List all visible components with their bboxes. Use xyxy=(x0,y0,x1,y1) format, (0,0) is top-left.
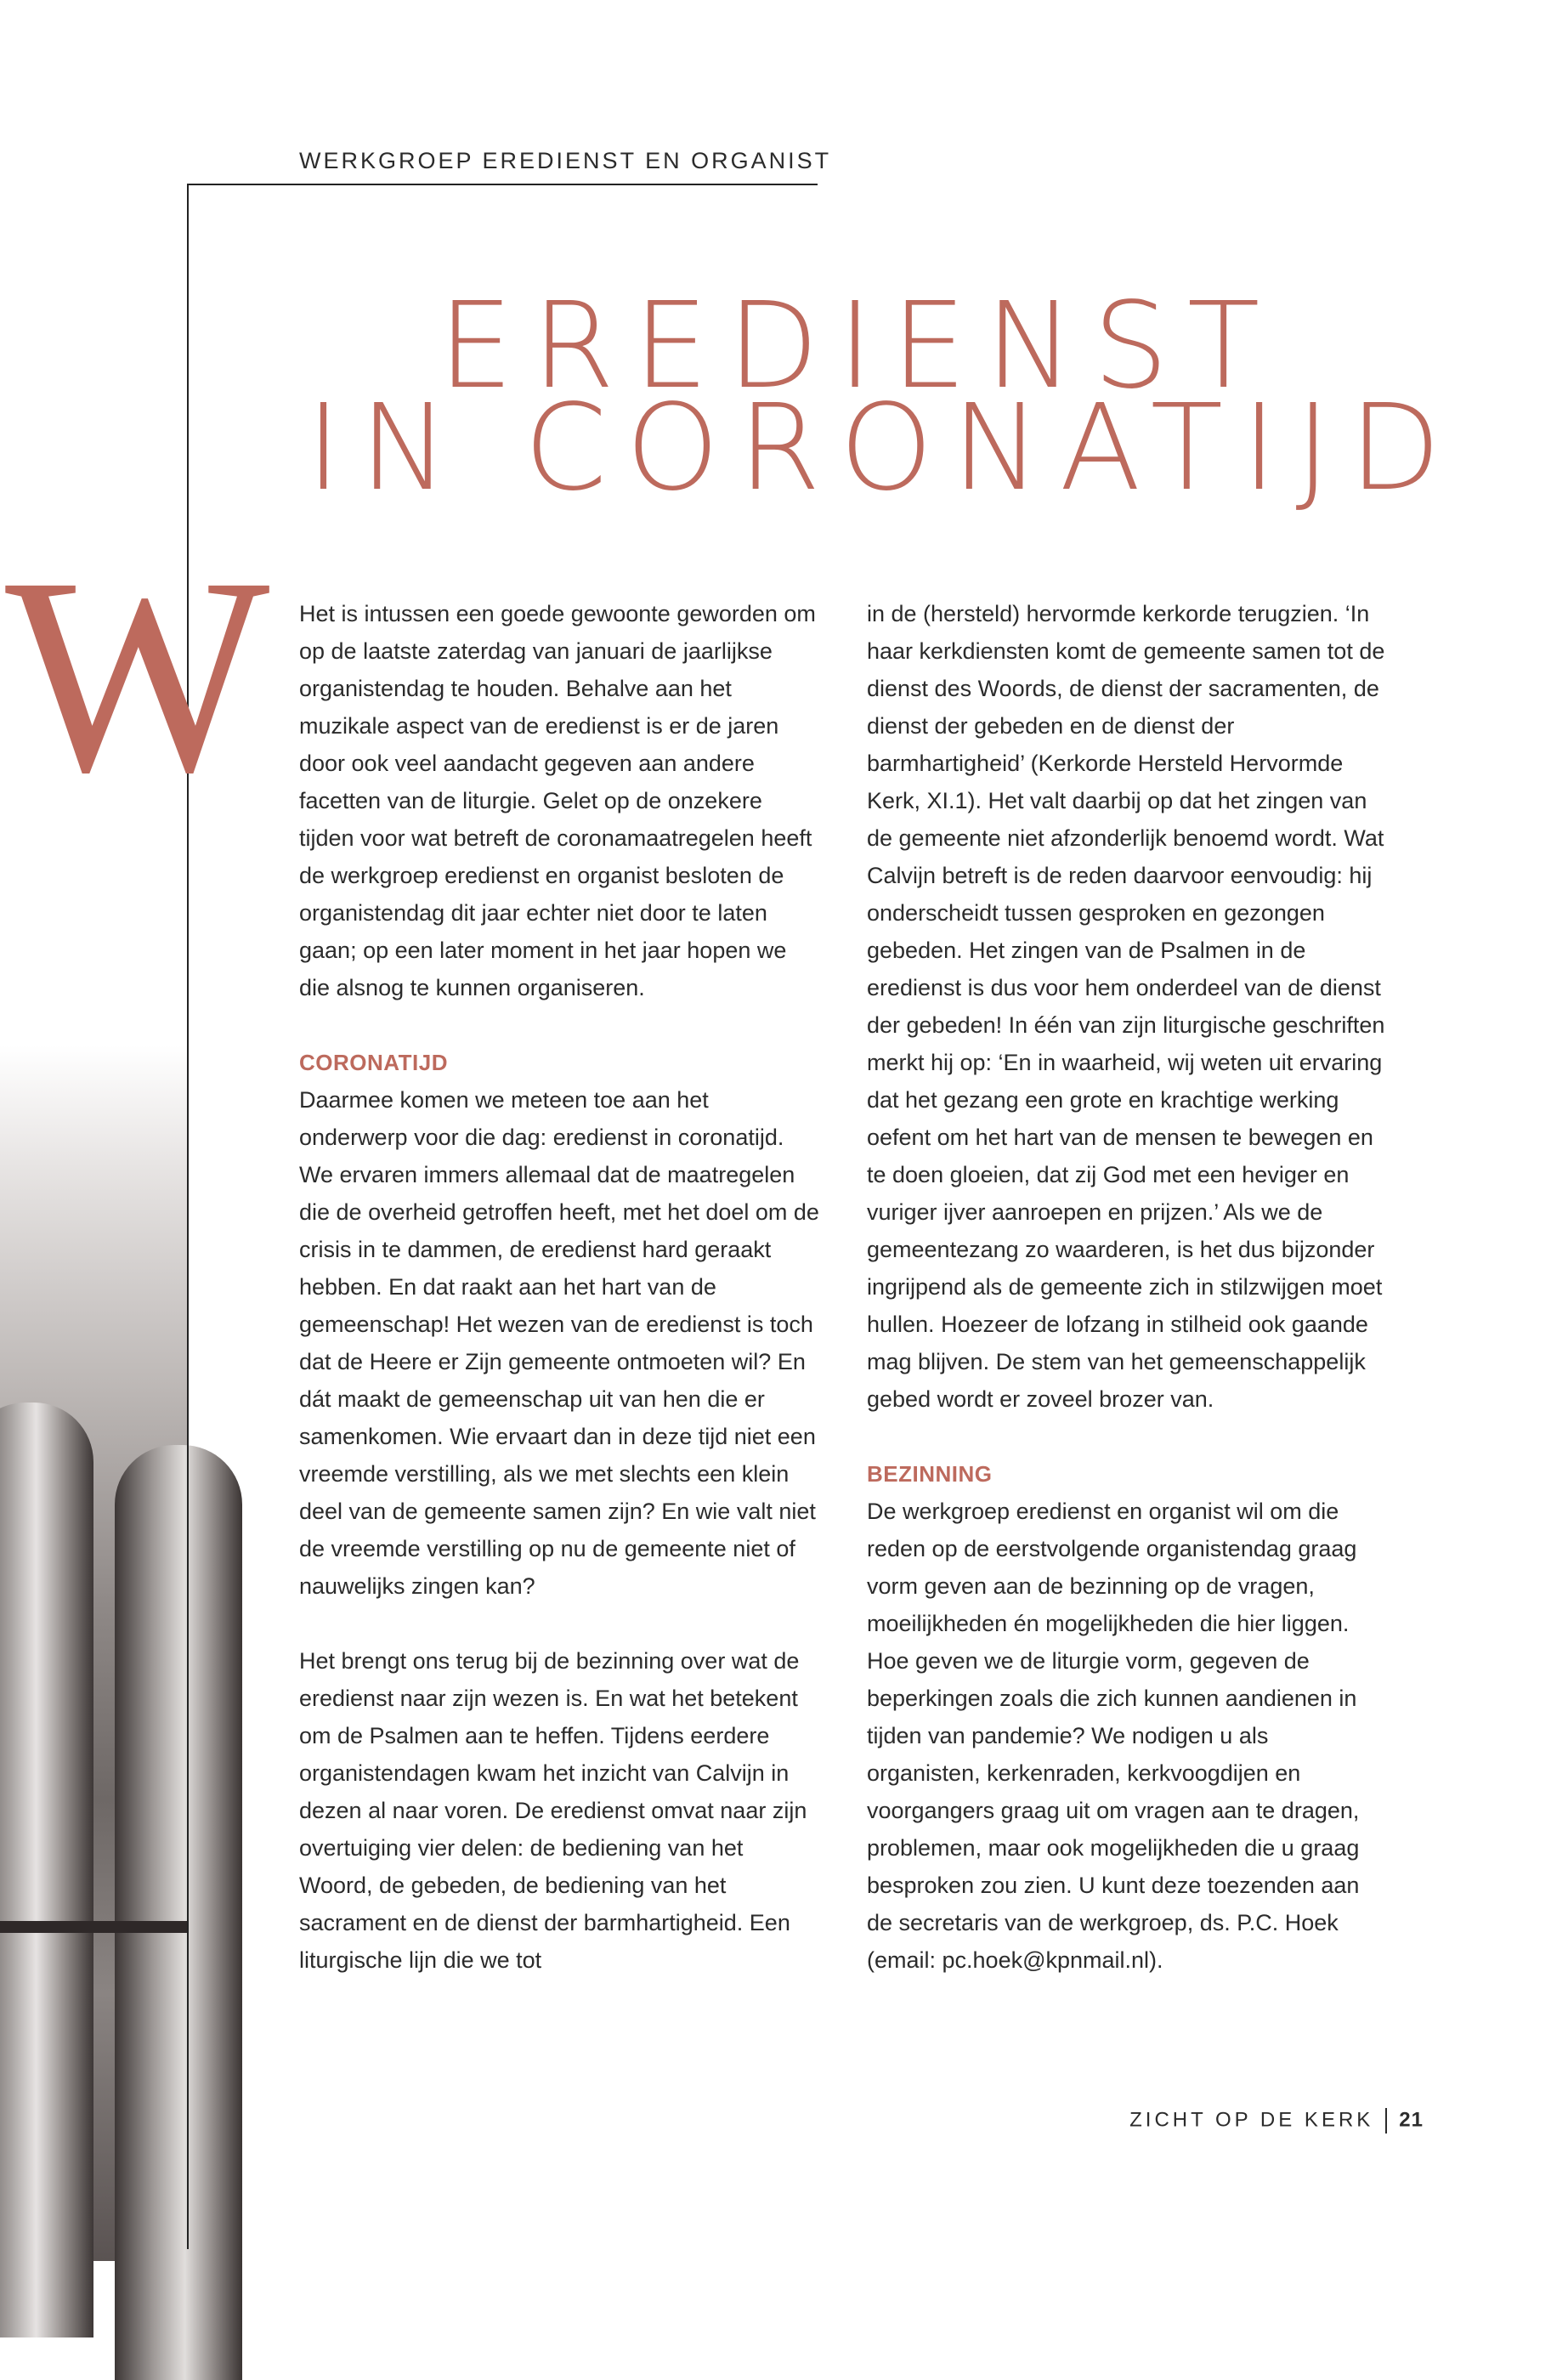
dropcap-letter: W xyxy=(5,520,270,830)
calvijn-paragraph: Het brengt ons terug bij de bezinning over wat de eredienst naar zijn wezen is. En wat het betekent om de Psalmen aan te heffen. Tijdens eerdere organistendagen kwam het inzicht van Calvijn in dezen al naar voren. De eredienst omvat naar zijn overtuiging vier delen: de bediening van het Woord, de gebeden, de bediening van het sacrament en de dienst der barmhartigheid. Een liturgische lijn die we tot xyxy=(299,1648,807,1973)
organ-pipe-mouth xyxy=(0,1921,189,1933)
page-title-line-2: IN CORONATIJD xyxy=(306,379,1460,518)
page-title xyxy=(306,277,1460,518)
page-title-line-1: EREDIENST xyxy=(438,277,1279,416)
right-text-column xyxy=(867,595,1387,2016)
coronatijd-paragraph: Daarmee komen we meteen toe aan het onderwerp voor die dag: eredienst in coronatijd. We ervaren immers allemaal dat de maatregelen die de overheid getroffen heeft, met het doel om de crisis in te dammen, de eredienst hard geraakt hebben. En dat raakt aan het hart van de gemeenschap! Het wezen van de eredienst is toch dat de Heere er Zijn gemeente ontmoeten wil? En dát maakt de gemeenschap uit van hen die er samenkomen. Wie ervaart dan in deze tijd niet een vreemde verstilling, als we met slechts een klein deel van de gemeente samen zijn? En wie valt niet de vreemde verstilling op nu de gemeente niet of nauwelijks zingen kan? xyxy=(299,1087,819,1599)
running-head: WERKGROEP EREDIENST EN ORGANIST xyxy=(299,148,832,173)
footer-divider xyxy=(1385,2108,1387,2134)
kerkorde-paragraph: in de (hersteld) hervormde kerkorde terugzien. ‘In haar kerkdiensten komt de gemeente samen tot de dienst des Woords, de dienst der sacramenten, de dienst der gebeden en de dienst der barmhartigheid’ (Kerkorde Hersteld Hervormde Kerk, XI.1). Het valt daarbij op dat het zingen van de gemeente niet afzonderlijk benoemd wordt. Wat Calvijn betreft is de reden daarvoor eenvoudig: hij onderscheidt tussen gesproken en gezongen gebeden. Het zingen van de Psalmen in de eredienst is dus voor hem onderdeel van de dienst der gebeden! In één van zijn liturgische geschriften merkt hij op: ‘En in waarheid, wij weten uit ervaring dat het gezang een grote en krachtige werking oefent om het hart van de mensen te bewegen en te doen gloeien, dat zij God met een heviger en vuriger ijver aanroepen en prijzen.’ Als we de gemeentezang zo waarderen, is het dus bijzonder ingrijpend als de gemeente zich in stilzwijgen moet hullen. Hoezeer de lofzang in stilheid ook gaande mag blijven. De stem van het gemeenschappelijk gebed wordt er zoveel brozer van. xyxy=(867,601,1385,1412)
dropcap-container xyxy=(0,520,270,830)
bezinning-paragraph: De werkgroep eredienst en organist wil om die reden op de eerstvolgende organistendag graag vorm geven aan de bezinning op de vragen, moeilijkheden én mogelijkheden die hier liggen. Hoe geven we de liturgie vorm, gegeven de beperkingen zoals die zich kunnen aandienen in tijden van pandemie? We nodigen u als organisten, kerkenraden, kerkvoogdijen en voorgangers graag uit om vragen aan te dragen, problemen, maar ook mogelijkheden die u graag besproken zou zien. U kunt deze toezenden aan de secretaris van de werkgroep, ds. P.C. Hoek (email: pc.hoek@kpnmail.nl). xyxy=(867,1499,1360,1973)
organ-pipes-photo xyxy=(0,1046,189,2261)
organ-pipe xyxy=(115,1445,242,2380)
subhead-coronatijd: CORONATIJD xyxy=(299,1050,448,1075)
page-footer xyxy=(1129,2108,1424,2134)
page-number: 21 xyxy=(1399,2108,1424,2132)
subhead-bezinning: BEZINNING xyxy=(867,1461,993,1487)
intro-paragraph: Het is intussen een goede gewoonte geworden om op de laatste zaterdag van januari de jaarlijkse organistendag te houden. Behalve aan het muzikale aspect van de eredienst is er de jaren door ook veel aandacht gegeven aan andere facetten van de liturgie. Gelet op de onzekere tijden voor wat betreft de coronamaatregelen heeft de werkgroep eredienst en organist besloten de organistendag dit jaar echter niet door te laten gaan; op een later moment in het jaar hopen we die alsnog te kunnen organiseren. xyxy=(299,601,816,1000)
frame-horizontal-rule xyxy=(187,184,818,185)
left-text-column xyxy=(299,595,819,2016)
magazine-name: ZICHT OP DE KERK xyxy=(1129,2108,1374,2132)
organ-pipe xyxy=(0,1402,93,2338)
frame-vertical-rule xyxy=(187,184,189,2249)
